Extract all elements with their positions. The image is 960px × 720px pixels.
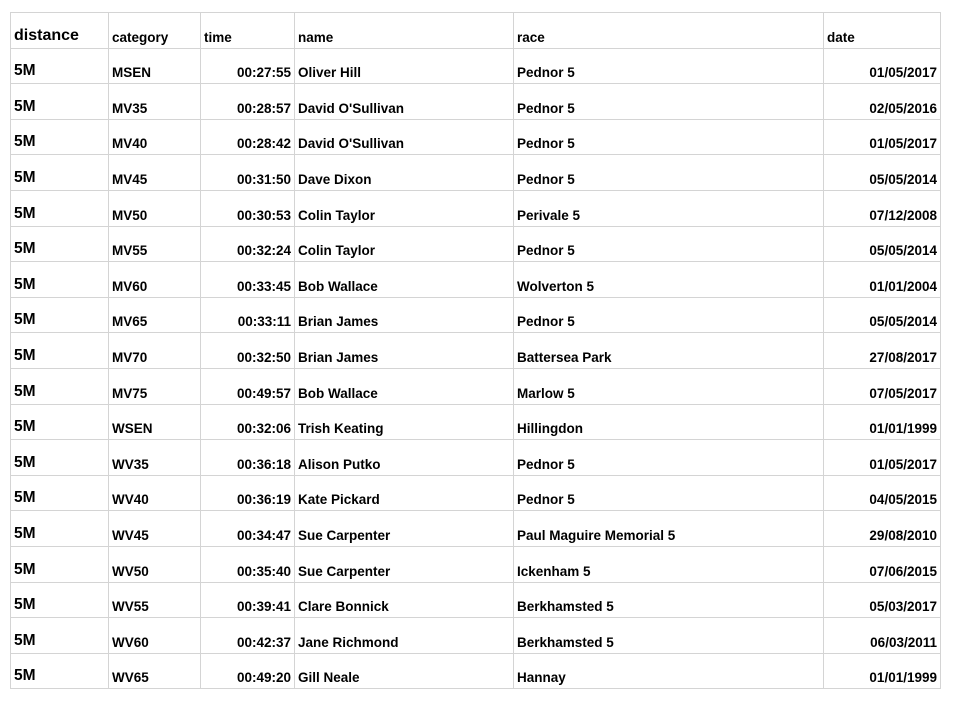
table-body bbox=[11, 48, 941, 689]
cell-race[interactable]: Pednor 5 bbox=[514, 155, 824, 191]
cell-name[interactable]: Bob Wallace bbox=[295, 262, 514, 298]
cell-name[interactable]: Gill Neale bbox=[295, 653, 514, 689]
cell-name[interactable]: Sue Carpenter bbox=[295, 511, 514, 547]
cell-race[interactable]: Perivale 5 bbox=[514, 190, 824, 226]
cell-distance[interactable]: 5M bbox=[11, 404, 109, 440]
cell-race[interactable]: Berkhamsted 5 bbox=[514, 618, 824, 654]
cell-time[interactable]: 00:32:50 bbox=[201, 333, 295, 369]
header-row bbox=[11, 13, 941, 49]
cell-race[interactable]: Hillingdon bbox=[514, 404, 824, 440]
cell-category[interactable]: WV35 bbox=[109, 440, 201, 476]
cell-race[interactable]: Hannay bbox=[514, 653, 824, 689]
cell-name[interactable]: Colin Taylor bbox=[295, 226, 514, 262]
header-race[interactable]: race bbox=[514, 13, 824, 49]
table-row bbox=[11, 511, 941, 547]
cell-time[interactable]: 00:36:18 bbox=[201, 440, 295, 476]
cell-category[interactable]: WSEN bbox=[109, 404, 201, 440]
cell-date[interactable]: 05/05/2014 bbox=[824, 155, 941, 191]
table-row bbox=[11, 618, 941, 654]
table-row bbox=[11, 155, 941, 191]
cell-race[interactable]: Wolverton 5 bbox=[514, 262, 824, 298]
cell-category[interactable]: WV50 bbox=[109, 546, 201, 582]
table-row bbox=[11, 368, 941, 404]
cell-date[interactable]: 05/03/2017 bbox=[824, 582, 941, 618]
header-date[interactable]: date bbox=[824, 13, 941, 49]
cell-distance[interactable]: 5M bbox=[11, 190, 109, 226]
cell-time[interactable]: 00:42:37 bbox=[201, 618, 295, 654]
cell-distance[interactable]: 5M bbox=[11, 475, 109, 511]
cell-time[interactable]: 00:39:41 bbox=[201, 582, 295, 618]
cell-category[interactable]: MV45 bbox=[109, 155, 201, 191]
cell-time[interactable]: 00:31:50 bbox=[201, 155, 295, 191]
cell-category[interactable]: WV45 bbox=[109, 511, 201, 547]
cell-distance[interactable]: 5M bbox=[11, 84, 109, 120]
cell-race[interactable]: Pednor 5 bbox=[514, 297, 824, 333]
cell-category[interactable]: MV55 bbox=[109, 226, 201, 262]
cell-race[interactable]: Pednor 5 bbox=[514, 226, 824, 262]
header-category[interactable]: category bbox=[109, 13, 201, 49]
records-table bbox=[10, 12, 941, 689]
cell-distance[interactable]: 5M bbox=[11, 440, 109, 476]
header-time[interactable]: time bbox=[201, 13, 295, 49]
cell-category[interactable]: WV40 bbox=[109, 475, 201, 511]
table-row bbox=[11, 475, 941, 511]
cell-time[interactable]: 00:30:53 bbox=[201, 190, 295, 226]
cell-category[interactable]: MV75 bbox=[109, 368, 201, 404]
cell-category[interactable]: MV65 bbox=[109, 297, 201, 333]
cell-name[interactable]: Trish Keating bbox=[295, 404, 514, 440]
table-row bbox=[11, 546, 941, 582]
cell-race[interactable]: Pednor 5 bbox=[514, 84, 824, 120]
cell-distance[interactable]: 5M bbox=[11, 582, 109, 618]
cell-date[interactable]: 29/08/2010 bbox=[824, 511, 941, 547]
cell-category[interactable]: MV50 bbox=[109, 190, 201, 226]
cell-race[interactable]: Pednor 5 bbox=[514, 119, 824, 155]
cell-time[interactable]: 00:32:24 bbox=[201, 226, 295, 262]
cell-name[interactable]: Brian James bbox=[295, 333, 514, 369]
cell-date[interactable]: 04/05/2015 bbox=[824, 475, 941, 511]
cell-race[interactable]: Battersea Park bbox=[514, 333, 824, 369]
cell-distance[interactable]: 5M bbox=[11, 333, 109, 369]
cell-name[interactable]: Dave Dixon bbox=[295, 155, 514, 191]
cell-time[interactable]: 00:32:06 bbox=[201, 404, 295, 440]
cell-date[interactable]: 07/06/2015 bbox=[824, 546, 941, 582]
cell-name[interactable]: Colin Taylor bbox=[295, 190, 514, 226]
cell-race[interactable]: Pednor 5 bbox=[514, 48, 824, 84]
cell-name[interactable]: Clare Bonnick bbox=[295, 582, 514, 618]
cell-category[interactable]: MV60 bbox=[109, 262, 201, 298]
header-distance[interactable]: distance bbox=[11, 13, 109, 49]
cell-date[interactable]: 01/05/2017 bbox=[824, 48, 941, 84]
cell-name[interactable]: Oliver Hill bbox=[295, 48, 514, 84]
table-row bbox=[11, 297, 941, 333]
table-row bbox=[11, 653, 941, 689]
cell-time[interactable]: 00:35:40 bbox=[201, 546, 295, 582]
cell-time[interactable]: 00:27:55 bbox=[201, 48, 295, 84]
cell-date[interactable]: 07/05/2017 bbox=[824, 368, 941, 404]
cell-time[interactable]: 00:49:57 bbox=[201, 368, 295, 404]
cell-race[interactable]: Ickenham 5 bbox=[514, 546, 824, 582]
cell-date[interactable]: 07/12/2008 bbox=[824, 190, 941, 226]
cell-name[interactable]: Jane Richmond bbox=[295, 618, 514, 654]
cell-time[interactable]: 00:33:45 bbox=[201, 262, 295, 298]
cell-name[interactable]: Bob Wallace bbox=[295, 368, 514, 404]
cell-category[interactable]: MV70 bbox=[109, 333, 201, 369]
cell-name[interactable]: Brian James bbox=[295, 297, 514, 333]
cell-category[interactable]: WV65 bbox=[109, 653, 201, 689]
cell-date[interactable]: 02/05/2016 bbox=[824, 84, 941, 120]
cell-race[interactable]: Berkhamsted 5 bbox=[514, 582, 824, 618]
cell-distance[interactable]: 5M bbox=[11, 618, 109, 654]
cell-name[interactable]: Kate Pickard bbox=[295, 475, 514, 511]
cell-distance[interactable]: 5M bbox=[11, 297, 109, 333]
cell-date[interactable]: 06/03/2011 bbox=[824, 618, 941, 654]
cell-race[interactable]: Marlow 5 bbox=[514, 368, 824, 404]
cell-date[interactable]: 01/01/1999 bbox=[824, 404, 941, 440]
cell-time[interactable]: 00:33:11 bbox=[201, 297, 295, 333]
cell-race[interactable]: Paul Maguire Memorial 5 bbox=[514, 511, 824, 547]
cell-distance[interactable]: 5M bbox=[11, 511, 109, 547]
table-row bbox=[11, 404, 941, 440]
cell-time[interactable]: 00:36:19 bbox=[201, 475, 295, 511]
cell-name[interactable]: Sue Carpenter bbox=[295, 546, 514, 582]
cell-name[interactable]: David O'Sullivan bbox=[295, 84, 514, 120]
cell-time[interactable]: 00:28:42 bbox=[201, 119, 295, 155]
cell-date[interactable]: 01/01/1999 bbox=[824, 653, 941, 689]
table-row bbox=[11, 119, 941, 155]
table-row bbox=[11, 262, 941, 298]
cell-distance[interactable]: 5M bbox=[11, 653, 109, 689]
cell-race[interactable]: Pednor 5 bbox=[514, 440, 824, 476]
cell-name[interactable]: Alison Putko bbox=[295, 440, 514, 476]
cell-category[interactable]: MV35 bbox=[109, 84, 201, 120]
cell-distance[interactable]: 5M bbox=[11, 48, 109, 84]
table-row bbox=[11, 582, 941, 618]
cell-category[interactable]: WV60 bbox=[109, 618, 201, 654]
cell-date[interactable]: 01/05/2017 bbox=[824, 119, 941, 155]
cell-time[interactable]: 00:49:20 bbox=[201, 653, 295, 689]
cell-date[interactable]: 05/05/2014 bbox=[824, 297, 941, 333]
table-row bbox=[11, 333, 941, 369]
cell-distance[interactable]: 5M bbox=[11, 119, 109, 155]
cell-date[interactable]: 01/05/2017 bbox=[824, 440, 941, 476]
cell-category[interactable]: WV55 bbox=[109, 582, 201, 618]
table-row bbox=[11, 84, 941, 120]
table-row bbox=[11, 440, 941, 476]
cell-name[interactable]: David O'Sullivan bbox=[295, 119, 514, 155]
cell-date[interactable]: 01/01/2004 bbox=[824, 262, 941, 298]
cell-time[interactable]: 00:28:57 bbox=[201, 84, 295, 120]
cell-race[interactable]: Pednor 5 bbox=[514, 475, 824, 511]
cell-date[interactable]: 27/08/2017 bbox=[824, 333, 941, 369]
cell-category[interactable]: MV40 bbox=[109, 119, 201, 155]
cell-distance[interactable]: 5M bbox=[11, 226, 109, 262]
table-row bbox=[11, 226, 941, 262]
cell-distance[interactable]: 5M bbox=[11, 262, 109, 298]
cell-distance[interactable]: 5M bbox=[11, 368, 109, 404]
cell-distance[interactable]: 5M bbox=[11, 155, 109, 191]
table-row bbox=[11, 48, 941, 84]
table-row bbox=[11, 190, 941, 226]
cell-date[interactable]: 05/05/2014 bbox=[824, 226, 941, 262]
cell-category[interactable]: MSEN bbox=[109, 48, 201, 84]
cell-distance[interactable]: 5M bbox=[11, 546, 109, 582]
cell-time[interactable]: 00:34:47 bbox=[201, 511, 295, 547]
header-name[interactable]: name bbox=[295, 13, 514, 49]
